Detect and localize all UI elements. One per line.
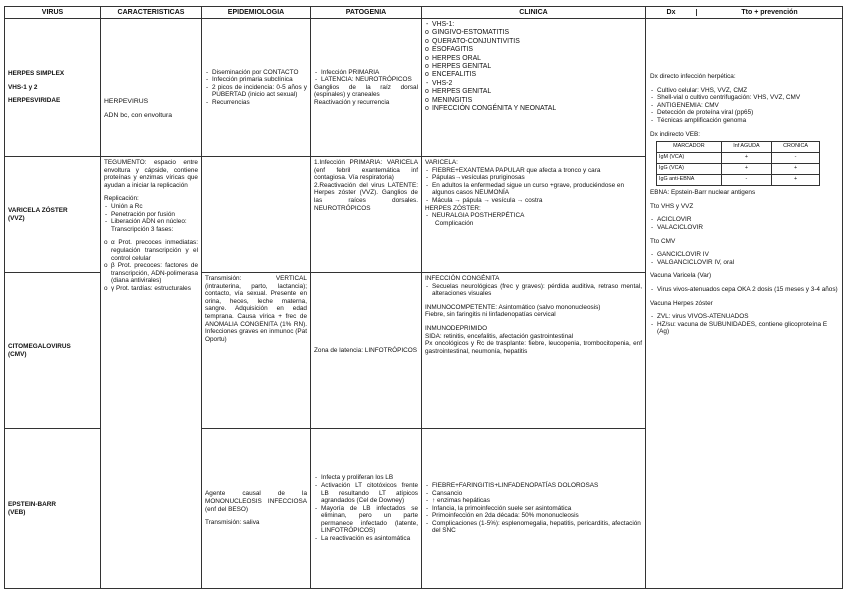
list-item: - Infección primaria subclínica (212, 76, 307, 84)
list-item: - En adultos la enfermedad sigue un curso +grave, produciéndose en algunos casos NEUMONÍA (432, 182, 642, 197)
clinica-cmv (422, 273, 646, 429)
list-item: - ZVL: virus VIVOS-ATENUADOS (657, 313, 838, 321)
adn-label: ADN bc, con envoltura (104, 111, 173, 119)
ebna-note: EBNA: Epstein-Barr nuclear antigens (650, 189, 756, 197)
table-cell: IgG anti-EBNA (657, 175, 722, 186)
list-item: o INFECCIÓN CONGÉNITA Y NEONATAL (432, 105, 642, 113)
dx-tto-column (646, 19, 843, 589)
zoster-title: HERPES ZÓSTER: (425, 204, 481, 212)
list-item: o HERPES GENITAL (432, 63, 642, 71)
table-cell: + (721, 164, 771, 175)
table-cell: IgM (VCA) (657, 153, 722, 164)
tto-vhs-title: Tto VHS y VVZ (650, 202, 694, 210)
table-cell: IgG (VCA) (657, 164, 722, 175)
epidemiologia-hs (202, 19, 311, 157)
list-item: o ESOFAGITIS (432, 46, 642, 54)
patogenia-text: Ganglios de la raíz dorsal (espinales) y craneales (314, 83, 418, 99)
list-item: - HZ/su: vacuna de SUBUNIDADES, contiene glicoproteína E (Ag) (657, 321, 838, 336)
list-item: o α Prot. precoces inmediatas: regulación transcripción y el control celular (111, 239, 198, 262)
list-item: - NEURALGIA POSTHERPÉTICA (432, 212, 642, 220)
patogenia-text: Zona de latencia: LINFOTRÓPICOS (314, 346, 417, 354)
patogenia-text: 2.Reactivación del virus LATENTE: Herpes zóster (VVZ). Ganglios de las raíces dorsales. NEUROTRÓPICOS (314, 181, 418, 212)
list-item: - FIEBRE+FARINGITIS+LINFADENOPATÍAS DOLOROSAS (432, 482, 642, 490)
inmunodeprimido-title: INMUNODEPRIMIDO (425, 324, 488, 332)
virus-subname: (VVZ) (8, 214, 25, 222)
zoster-extra: Complicación (435, 219, 474, 227)
virus-ebv (5, 429, 101, 589)
list-item: - Mácula → pápula → vesícula → costra (432, 197, 642, 205)
table-cell: + (772, 164, 820, 175)
congenita-title: INFECCIÓN CONGÉNITA (425, 275, 500, 282)
table-cell: - (772, 153, 820, 164)
table-row (657, 153, 820, 164)
herpesvirus-table (4, 6, 843, 589)
list-item: - ↑ enzimas hepáticas (432, 497, 642, 505)
list-item: o ENCEFALITIS (432, 71, 642, 79)
inmunocompetente-text-2: Fiebre, sin faringitis ni linfadenopatías cervical (425, 311, 556, 319)
header-row (5, 7, 843, 19)
tegumento-text: TEGUMENTO: espacio entre envoltura y cápside, contiene proteínas y enzimas víricas que ayudan a iniciar la replicación (104, 159, 198, 189)
list-item: - Detección de proteína viral (pp65) (657, 109, 838, 117)
list-item: - Diseminación por CONTACTO (212, 69, 307, 77)
virus-name: CITOMEGALOVIRUS (8, 342, 71, 350)
list-item: - VHS-2 (432, 80, 642, 88)
table-cell: - (721, 175, 771, 186)
list-item: - La reactivación es asintomática (321, 535, 418, 543)
virus-name: EPSTEIN-BARR (8, 500, 56, 508)
list-item: - LATENCIA: NEUROTRÓPICOS (321, 76, 418, 84)
header-patogenia: PATOGENIA (311, 7, 422, 19)
virus-summary-sheet (4, 6, 842, 594)
list-item: o HERPES ORAL (432, 55, 642, 63)
list-item: o MENINGITIS (432, 97, 642, 105)
transcripcion-label: Transcripción 3 fases: (111, 225, 174, 233)
virus-family: HERPESVIRIDAE (8, 97, 61, 105)
tto-cmv-title: Tto CMV (650, 237, 676, 245)
patogenia-text: Reactivación y recurrencia (314, 98, 390, 106)
epidemiologia-cmv (202, 273, 311, 429)
list-item: - Cultivo celular: VHS, VVZ, CMZ (657, 87, 838, 95)
patogenia-ebv (311, 429, 422, 589)
virus-herpes-simplex (5, 19, 101, 157)
list-item: - Primoinfección en 2da década: 50% mononucleosis (432, 512, 642, 520)
replicacion-title: Replicación: (104, 195, 139, 203)
list-item: - Penetración por fusión (111, 211, 198, 219)
list-item: o HERPES GENITAL (432, 88, 642, 96)
inmunocompetente-text: INMUNOCOMPETENTE: Asintomático (salvo mononucleosis) (425, 303, 601, 311)
list-item: - Unión a Rc (111, 203, 198, 211)
list-item: - Activación LT citotóxicos frente LB resultando LT atípicos agrandados (Cel de Downey) (321, 482, 418, 505)
list-item: o QUERATO-CONJUNTIVITIS (432, 38, 642, 46)
patogenia-vvz (311, 157, 422, 273)
epidemiologia-vvz (202, 157, 311, 273)
vacuna-zoster-title: Vacuna Herpes zóster (650, 299, 713, 307)
header-caracteristicas: CARACTERISTICAS (101, 7, 202, 19)
list-item: - Complicaciones (1-5%): esplenomegalia, hepatitis, pericarditis, afectación del SNC (432, 520, 642, 535)
px-text: Px oncológicos y Rc de trasplante: fiebre, leucopenia, trombocitopenia, enf gastrointestinal, neumonía, hepatitis (425, 340, 642, 355)
list-item: - Infecta y proliferan los LB (321, 474, 418, 482)
table-cell: + (772, 175, 820, 186)
herpesvirus-label: HERPEVIRUS (104, 97, 149, 105)
row-herpes-simplex (5, 19, 843, 157)
list-item: - Recurrencias (212, 99, 307, 107)
varicela-title: VARICELA: (425, 159, 458, 166)
table-row (657, 175, 820, 186)
patogenia-text: 1.Infección PRIMARIA: VARICELA (enf febril exantemática inf contagiosa. Vía respiratoria) (314, 159, 418, 182)
virus-subname: VHS-1 y 2 (8, 83, 38, 91)
header-dx: Dx (646, 9, 697, 17)
list-item: - ACICLOVIR (657, 216, 838, 224)
table-cell: + (721, 153, 771, 164)
sida-text: SIDA: retinitis, encefalitis, afectación gastrointestinal (425, 332, 574, 340)
table-row (657, 142, 820, 153)
header-virus: VIRUS (5, 7, 101, 19)
list-item: - Cansancio (432, 490, 642, 498)
list-item: - Infancia, la primoinfección suele ser asintomática (432, 505, 642, 513)
epidemiologia-text: Transmisión: VERTICAL (intrauterina, parto, lactancia); contacto, vía sexual. Presente en orina, heces, leche materna, sangre. Adquisición en edad temprana. Causa vírica + frec de ANOMALIA CONGENITA (1% RN). Infecciones graves en inmunoc (Pat Oportu) (205, 275, 307, 343)
virus-subname: (CMV) (8, 350, 27, 358)
virus-name: HERPES SIMPLEX (8, 70, 65, 78)
epidemiologia-ebv (202, 429, 311, 589)
table-row (657, 164, 820, 175)
list-item: - ANTIGENEMIA: CMV (657, 102, 838, 110)
clinica-ebv (422, 429, 646, 589)
dx-directo-title: Dx directo infección herpética: (650, 73, 736, 80)
vacuna-varicela-title: Vacuna Varicela (Var) (650, 272, 712, 280)
table-header: Inf AGUDA (721, 142, 771, 153)
epidemiologia-text: Transmisión: saliva (205, 519, 260, 527)
list-item: - VALGANCICLOVIR IV, oral (657, 259, 838, 267)
virus-varicela (5, 157, 101, 273)
list-item: o β Prot. precoces: factores de transcripción, ADN-polimerasa (diana antivirales) (111, 262, 198, 285)
patogenia-hs (311, 19, 422, 157)
list-item: - Técnicas amplificación genoma (657, 117, 838, 125)
list-item: - Mayoría de LB infectados se eliminan, pero un parte permanece infectado (latente, LINFOTRÓPICOS) (321, 505, 418, 535)
clinica-hs (422, 19, 646, 157)
table-header: CRONICA (772, 142, 820, 153)
list-item: - Liberación ADN en núcleo: (111, 218, 198, 226)
list-item: - Pápulas→vesículas pruriginosas (432, 174, 642, 182)
veb-marker-table (656, 141, 820, 186)
header-clinica: CLINICA (422, 7, 646, 19)
list-item: - FIEBRE+EXANTEMA PAPULAR que afecta a tronco y cara (432, 167, 642, 175)
table-header: MARCADOR (657, 142, 722, 153)
patogenia-cmv (311, 273, 422, 429)
epidemiologia-text: Agente causal de la MONONUCLEOSIS INFECCIOSA (enf del BESO) (205, 490, 307, 513)
list-item: - VALACICLOVIR (657, 224, 838, 232)
list-item: - Secuelas neurológicas (frec y graves): pérdida auditiva, retraso mental, alteraciones visuales (432, 283, 642, 298)
dx-indirecto-title: Dx indirecto VEB: (650, 130, 701, 138)
list-item: - Virus vivos-atenuados cepa OKA 2 dosis (15 meses y 3-4 años) (657, 286, 838, 294)
virus-name: VARICELA ZÓSTER (8, 206, 68, 214)
list-item: o γ Prot. tardías: estructurales (111, 285, 198, 293)
header-epidemiologia: EPIDEMIOLOGIA (202, 7, 311, 19)
list-item: - GANCICLOVIR IV (657, 251, 838, 259)
list-item: - Infección PRIMARIA (321, 69, 418, 77)
header-dx-tto (646, 7, 843, 19)
list-item: - Shell-vial o cultivo centrifugación: VHS, VVZ, CMV (657, 94, 838, 102)
virus-subname: (VEB) (8, 508, 26, 516)
virus-cmv (5, 273, 101, 429)
caracteristicas-bottom (101, 157, 202, 589)
list-item: - 2 picos de incidencia: 0-5 años y PUBERTAD (inicio act sexual) (212, 84, 307, 99)
header-tto: Tto + prevención (741, 8, 798, 16)
list-item: - VHS-1: (432, 21, 642, 29)
list-item: o GINGIVO-ESTOMATITIS (432, 29, 642, 37)
clinica-vvz (422, 157, 646, 273)
caracteristicas-top (101, 19, 202, 157)
